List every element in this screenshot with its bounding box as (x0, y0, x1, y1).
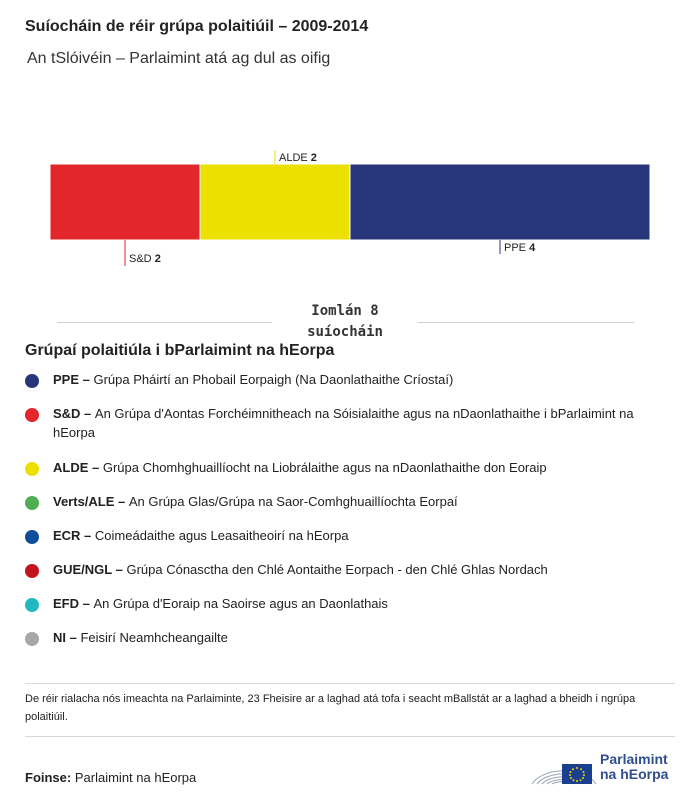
legend-item (25, 458, 670, 480)
legend-description: Feisirí Neamhcheangailte (80, 630, 228, 645)
divider-top (25, 683, 675, 684)
logo-line1: Parlaimint (600, 751, 668, 767)
logo-text (600, 752, 668, 782)
legend-abbr: PPE – (53, 372, 94, 387)
legend-item (25, 370, 670, 392)
data-label (504, 242, 536, 254)
legend-swatch (25, 632, 39, 646)
total-divider-left (57, 322, 272, 323)
legend-description: Grúpa Cónasctha den Chlé Aontaithe Eorpach - den Chlé Ghlas Nordach (126, 562, 548, 577)
legend-label (53, 492, 458, 511)
bar-segment-alde (200, 164, 350, 240)
legend-abbr: ALDE – (53, 460, 103, 475)
legend-swatch (25, 496, 39, 510)
legend-swatch (25, 598, 39, 612)
legend-item (25, 560, 670, 582)
logo-line2: na hEorpa (600, 766, 669, 782)
legend-label (53, 404, 670, 442)
legend-abbr: ECR – (53, 528, 95, 543)
legend-description: An Grúpa Glas/Grúpa na Saor-Comhghuaillíochta Eorpaí (128, 494, 458, 509)
data-label-category: PPE (504, 242, 530, 254)
total-seats (270, 301, 420, 343)
legend-item (25, 628, 670, 650)
legend-item (25, 492, 670, 514)
legend-description: An Grúpa d'Aontas Forchéimnitheach na Sóisialaithe agus na nDaonlathaithe i bParlaimint na hEorpa (53, 406, 634, 440)
legend-swatch (25, 408, 39, 422)
data-label (129, 253, 161, 265)
legend-label (53, 526, 349, 545)
legend-description: An Grúpa d'Eoraip na Saoirse agus an Daonlathais (93, 596, 388, 611)
legend-label (53, 370, 453, 389)
data-label-category: S&D (129, 253, 155, 265)
legend-label (53, 560, 548, 579)
legend-abbr: EFD – (53, 596, 94, 611)
total-seats-count: Iomlán 8 (311, 303, 379, 319)
source (25, 770, 196, 785)
legend-item (25, 404, 670, 442)
legend-swatch (25, 564, 39, 578)
legend-abbr: Verts/ALE – (53, 494, 129, 509)
legend-abbr: S&D – (53, 406, 95, 421)
legend-item (25, 526, 670, 548)
bar-segment-sd (50, 164, 200, 240)
footnote: De réir rialacha nós imeachta na Parlaiminte, 23 Fheisire ar a laghad atá tofa i seacht mBallstát ar a laghad a bheidh i ngrúpa polaitiúil. (25, 693, 636, 723)
source-text: Parlaimint na hEorpa (74, 770, 197, 785)
legend (25, 370, 670, 662)
legend-label (53, 594, 388, 613)
legend-swatch (25, 462, 39, 476)
legend-label (53, 458, 547, 477)
legend-description: Grúpa Chomhghuaillíocht na Liobrálaithe agus na nDaonlathaithe don Eoraip (102, 460, 547, 475)
bar-segment-ppe (350, 164, 650, 240)
legend-label (53, 628, 228, 647)
legend-abbr: NI – (53, 630, 81, 645)
source-label: Foinse: (25, 770, 72, 785)
total-seats-unit: suíocháin (307, 324, 383, 340)
data-label-category: ALDE (279, 152, 311, 164)
data-label-value: 4 (529, 242, 536, 254)
data-label-value: 2 (310, 152, 317, 164)
data-label (279, 152, 317, 164)
chart-subtitle: An tSlóivéin – Parlaimint atá ag dul as oifig (27, 50, 331, 67)
legend-title: Grúpaí polaitiúla i bParlaimint na hEorpa (25, 342, 335, 359)
chart-title: Suíocháin de réir grúpa polaitiúil – 2009-2014 (25, 18, 369, 35)
total-divider-right (418, 322, 634, 323)
seat-bar-chart (0, 140, 700, 280)
legend-swatch (25, 530, 39, 544)
legend-description: Coimeádaithe agus Leasaitheoirí na hEorpa (94, 528, 349, 543)
data-label-value: 2 (154, 253, 161, 265)
legend-abbr: GUE/NGL – (53, 562, 127, 577)
legend-item (25, 594, 670, 616)
legend-description: Grúpa Pháirtí an Phobail Eorpaigh (Na Daonlathaithe Críostaí) (93, 372, 454, 387)
legend-swatch (25, 374, 39, 388)
divider-bottom (25, 736, 675, 737)
